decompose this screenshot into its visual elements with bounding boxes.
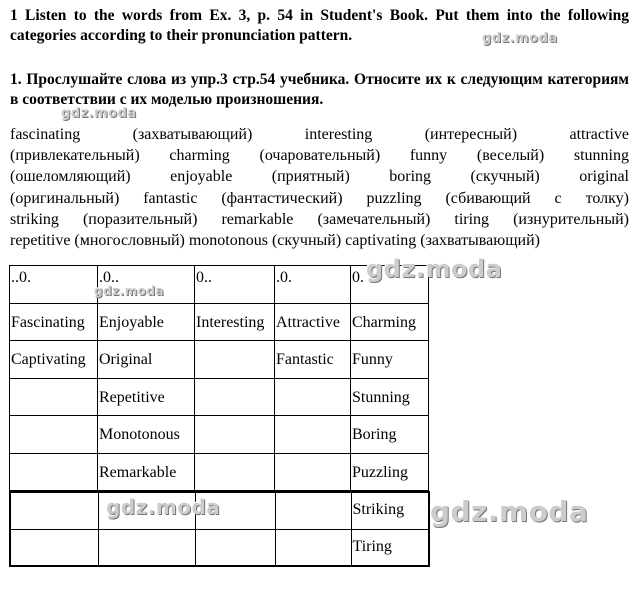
watermark: gdz.moda — [430, 495, 589, 528]
watermark: gdz.moda — [61, 106, 137, 121]
pattern-header: ..0. — [10, 266, 98, 304]
table-cell: Boring — [351, 416, 429, 454]
pattern-header: 0. — [351, 266, 429, 304]
table-cell — [98, 529, 195, 566]
table-cell — [195, 341, 275, 379]
watermark: gdz.moda — [366, 255, 503, 283]
watermark: gdz.moda — [106, 495, 221, 519]
table-cell: Original — [98, 341, 195, 379]
table-cell — [10, 378, 98, 416]
stress-pattern-table — [9, 265, 429, 491]
table-cell: Striking — [351, 492, 429, 529]
table-cell — [195, 453, 275, 491]
word-list-line: striking (поразительный) remarkable (замечательный) tiring (изнурительный) — [10, 210, 629, 228]
table-row — [10, 416, 429, 454]
table-cell: Fantastic — [275, 341, 351, 379]
word-list-line: (ошеломляющий) enjoyable (приятный) boring (скучный) original — [10, 168, 629, 186]
table-cell: Tiring — [351, 529, 429, 566]
table-cell — [195, 416, 275, 454]
word-list-line: (оригинальный) fantastic (фантастический) puzzling (сбивающий с толку) — [10, 189, 629, 207]
word-list-line: fascinating (захватывающий) interesting (интересный) attractive — [10, 126, 629, 143]
pattern-header: .0. — [275, 266, 351, 304]
word-list — [10, 124, 629, 251]
table-cell: Remarkable — [98, 453, 195, 491]
exercise-heading-english: 1 Listen to the words from Ex. 3, p. 54 in Student's Book. Put them into the following categories according to their pronunciation pattern. — [10, 7, 629, 44]
table-cell — [275, 378, 351, 416]
table-cell — [275, 453, 351, 491]
table-cell — [10, 416, 98, 454]
table-row — [10, 341, 429, 379]
table-cell — [275, 416, 351, 454]
table-row — [10, 378, 429, 416]
table-cell: Captivating — [10, 341, 98, 379]
exercise-heading-russian: 1. Прослушайте слова из упр.3 стр.54 учебника. Относите их к следующим категориям в соответствии с их моделью произношения. — [10, 71, 629, 108]
table-cell: Repetitive — [98, 378, 195, 416]
watermark: gdz.moda — [94, 284, 165, 298]
table-row — [10, 303, 429, 341]
word-list-line: (привлекательный) charming (очаровательный) funny (веселый) stunning — [10, 147, 629, 165]
table-cell: Puzzling — [351, 453, 429, 491]
table-cell: Fascinating — [10, 303, 98, 341]
table-cell: Charming — [351, 303, 429, 341]
table-cell: Monotonous — [98, 416, 195, 454]
table-cell — [10, 453, 98, 491]
table-cell — [195, 529, 275, 566]
pattern-header: 0.. — [195, 266, 275, 304]
table-cell: Interesting — [195, 303, 275, 341]
table-cell: Stunning — [351, 378, 429, 416]
table-cell: Funny — [351, 341, 429, 379]
word-list-line: repetitive (многословный) monotonous (скучный) captivating (захватывающий) — [10, 232, 540, 250]
table-cell — [275, 529, 351, 566]
table-cell — [10, 529, 98, 566]
watermark: gdz.moda — [482, 31, 558, 46]
table-row — [10, 529, 429, 566]
table-cell — [10, 492, 98, 529]
table-cell — [275, 492, 351, 529]
table-cell: Enjoyable — [98, 303, 195, 341]
table-cell: Attractive — [275, 303, 351, 341]
table-row — [10, 453, 429, 491]
pattern-header: .0.. — [98, 266, 195, 304]
table-cell — [195, 378, 275, 416]
